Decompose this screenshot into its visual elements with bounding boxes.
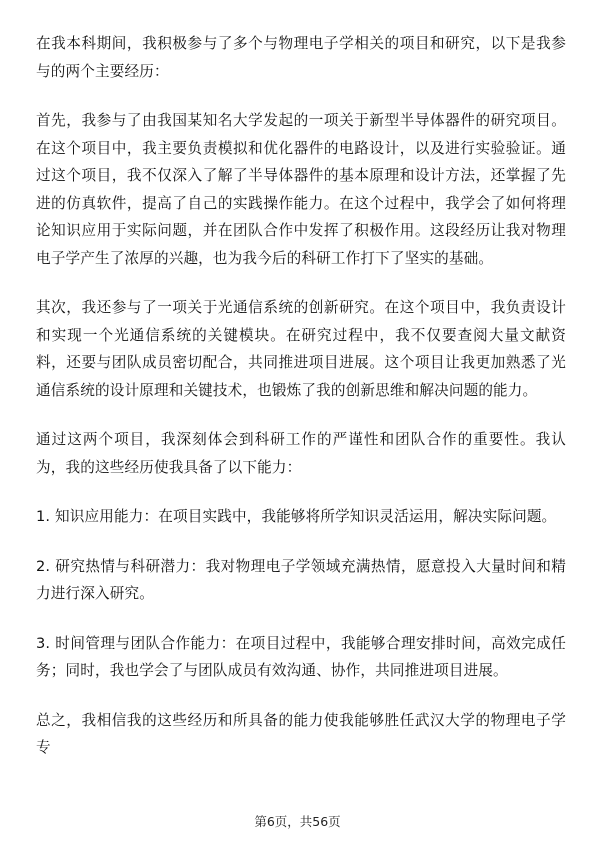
paragraph-reflection: 通过这两个项目，我深刻体会到科研工作的严谨性和团队合作的重要性。我认为，我的这些经历使我具备了以下能力： [36, 431, 566, 476]
paragraph-gap [36, 404, 566, 426]
paragraph-gap [36, 685, 566, 707]
paragraph-gap [36, 608, 566, 630]
paragraph-gap [36, 272, 566, 294]
page-number: 第6页，共56页 [254, 814, 341, 829]
list-item-ability-1: 1. 知识应用能力：在项目实践中，我能够将所学知识灵活运用，解决实际问题。 [36, 508, 557, 525]
paragraph-experience-1: 首先，我参与了由我国某知名大学发起的一项关于新型半导体器件的研究项目。在这个项目中，我主要负责模拟和优化器件的电路设计，以及进行实验验证。通过这个项目，我不仅深入了解了半导体器件的基本原理和设计方法，还掌握了先进的仿真软件，提高了自己的实践操作能力。在这个过程中，我学会了如何将理论知识应用于实际问题，并在团队合作中发挥了积极作用。这段经历让我对物理电子学产生了浓厚的兴趣，也为我今后的科研工作打下了坚实的基础。 [36, 112, 566, 267]
list-item-ability-3: 3. 时间管理与团队合作能力：在项目过程中，我能够合理安排时间，高效完成任务；同时，我也学会了与团队成员有效沟通、协作，共同推进项目进展。 [36, 634, 566, 679]
paragraph-experience-2: 其次，我还参与了一项关于光通信系统的创新研究。在这个项目中，我负责设计和实现一个光通信系统的关键模块。在研究过程中，我不仅要查阅大量文献资料，还要与团队成员密切配合，共同推进项目进展。这个项目让我更加熟悉了光通信系统的设计原理和关键技术，也锻炼了我的创新思维和解决问题的能力。 [36, 299, 566, 399]
paragraph-gap [36, 481, 566, 503]
paragraph-intro: 在我本科期间，我积极参与了多个与物理电子学相关的项目和研究，以下是我参与的两个主要经历： [36, 35, 566, 80]
paragraph-conclusion: 总之，我相信我的这些经历和所具备的能力使我能够胜任武汉大学的物理电子学专 [36, 711, 566, 756]
document-body [36, 30, 566, 762]
list-item-ability-2: 2. 研究热情与科研潜力：我对物理电子学领域充满热情，愿意投入大量时间和精力进行深入研究。 [36, 557, 566, 602]
paragraph-gap [36, 531, 566, 553]
paragraph-gap [36, 85, 566, 107]
